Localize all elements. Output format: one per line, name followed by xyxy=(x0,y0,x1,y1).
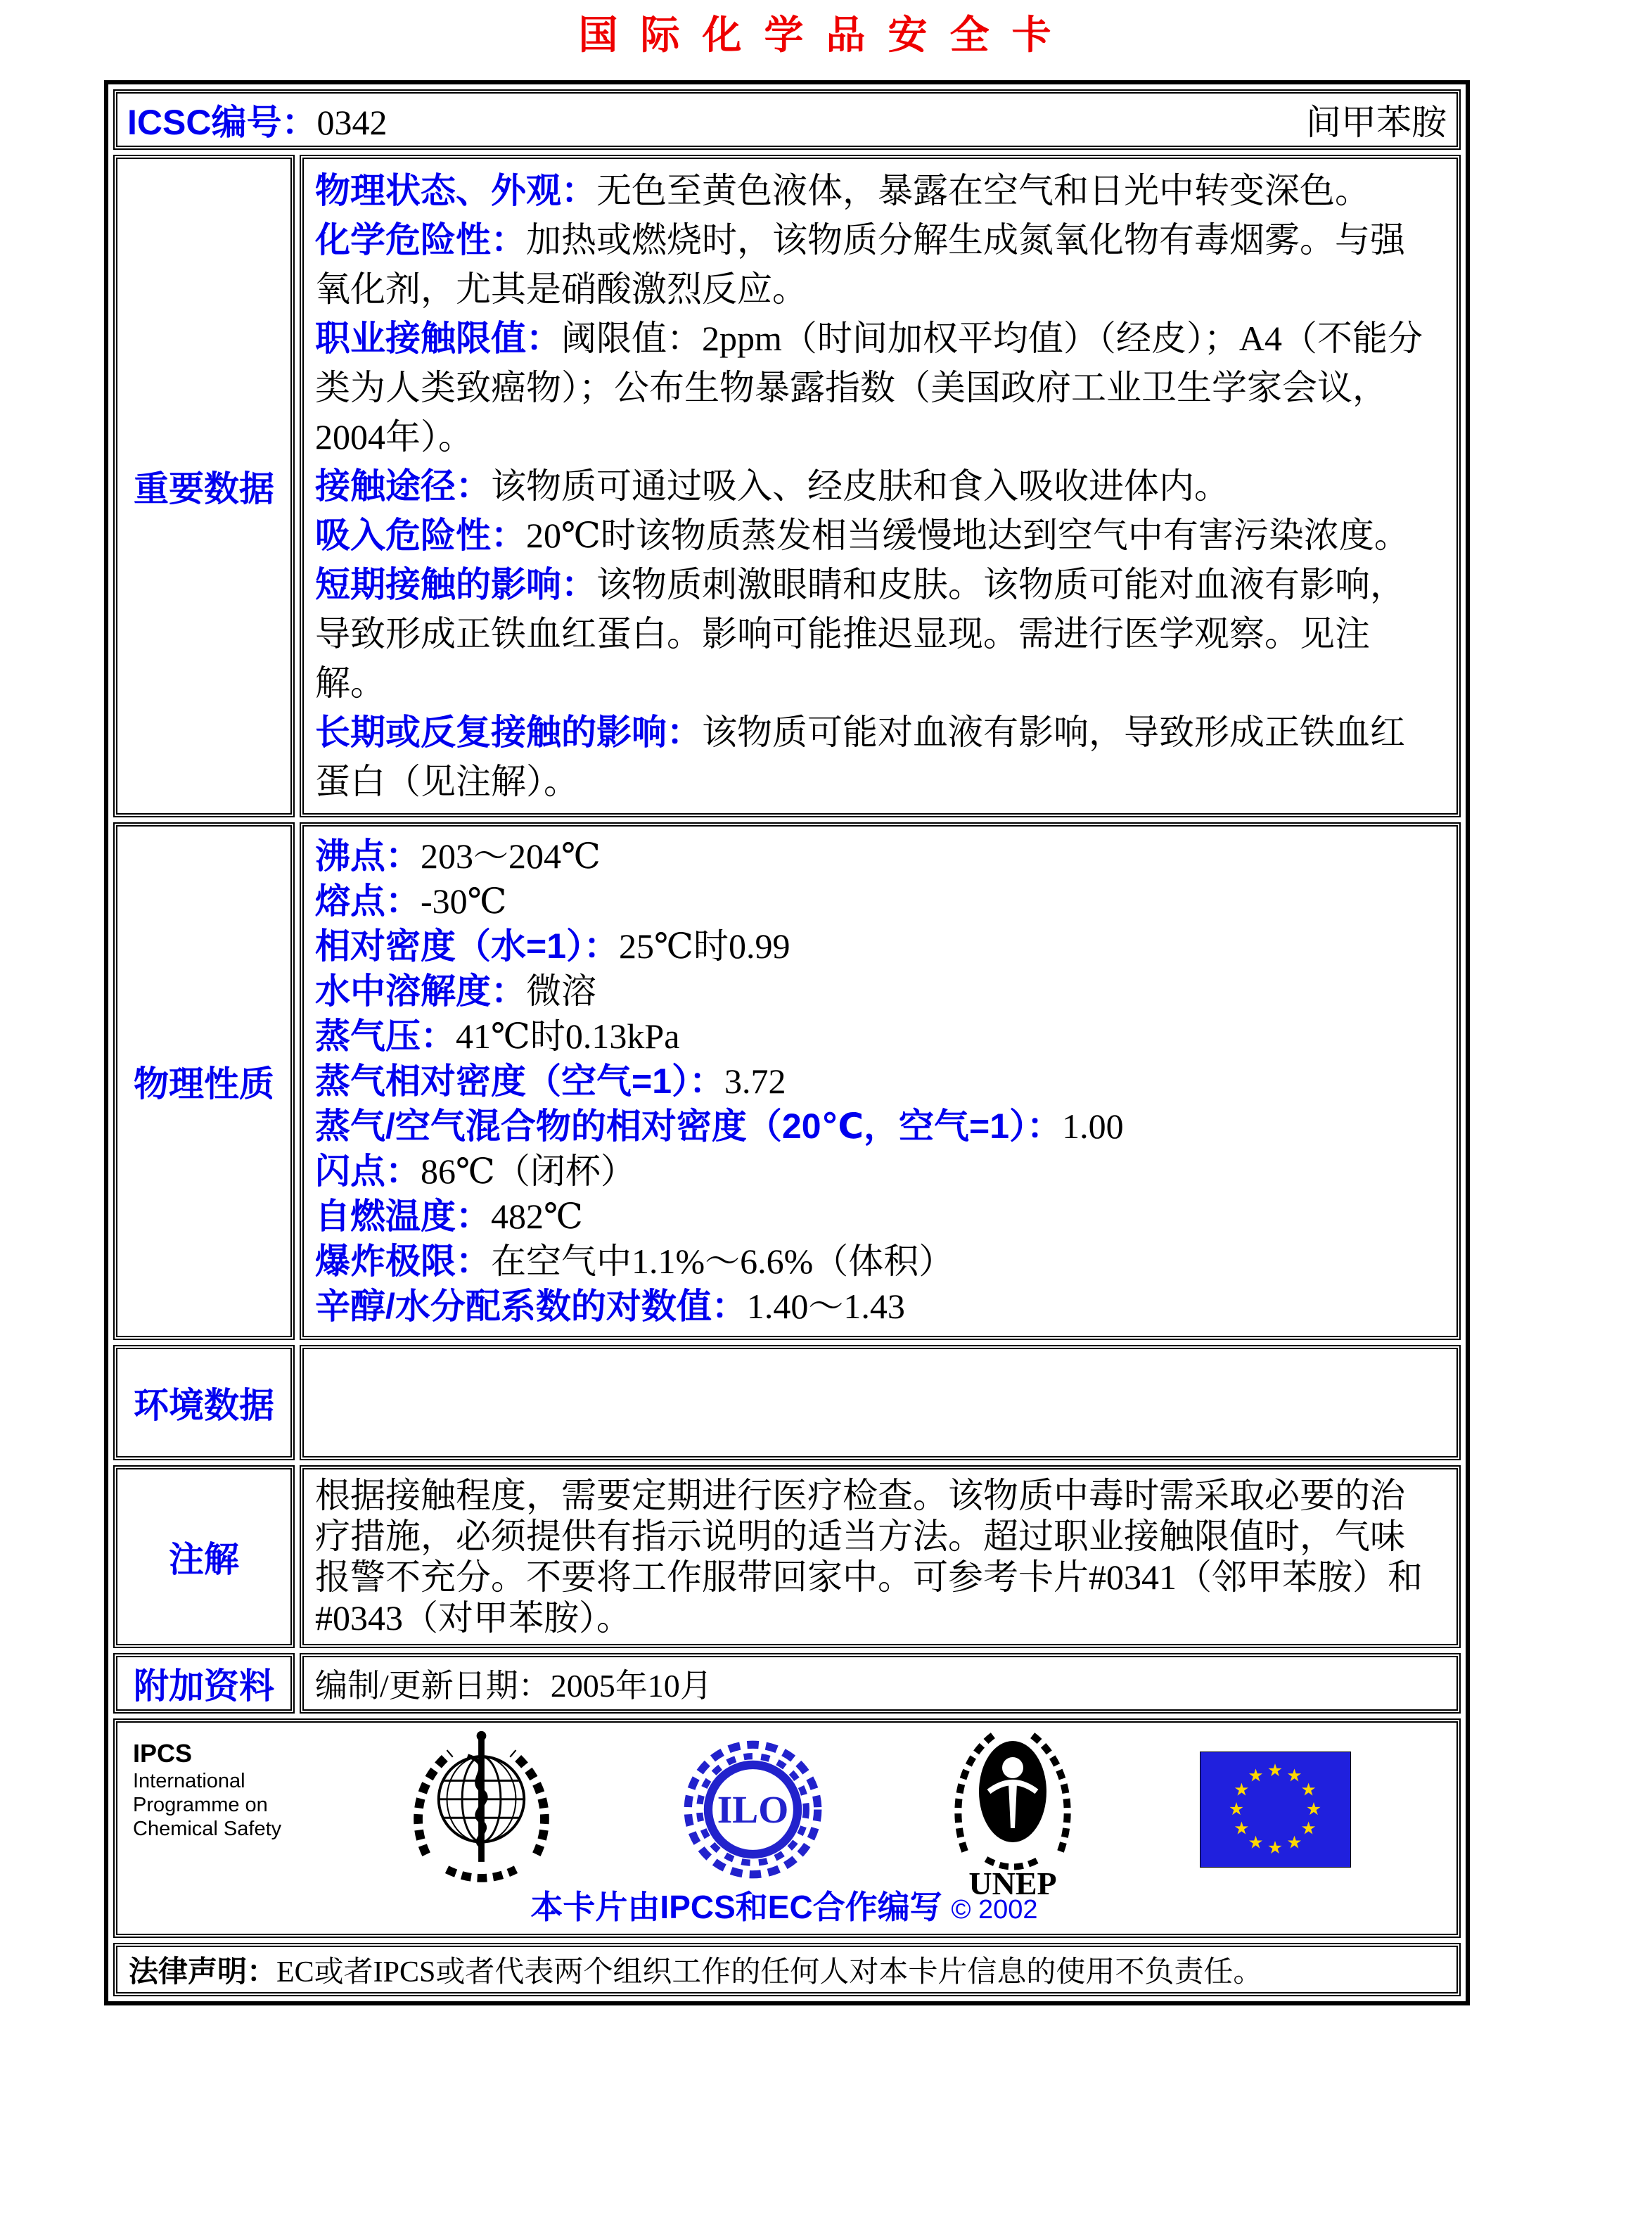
eu-flag-icon xyxy=(1200,1752,1351,1868)
additional-info-row xyxy=(113,1653,1461,1714)
data-item: 沸点：203～204℃ xyxy=(315,836,601,876)
header-row xyxy=(113,89,1461,150)
notes-row xyxy=(113,1465,1461,1648)
unep-logo xyxy=(942,1721,1083,1897)
logos-row xyxy=(113,1718,1461,1938)
ilo-logo-icon xyxy=(681,1737,825,1882)
data-item: 自燃温度：482℃ xyxy=(315,1197,583,1236)
section-content-additional-info xyxy=(300,1653,1461,1714)
chemical-name: 间甲苯胺 xyxy=(1306,103,1447,142)
data-item: 蒸气压：41℃时0.13kPa xyxy=(315,1016,680,1056)
section-content-notes: 根据接触程度，需要定期进行医疗检查。该物质中毒时需采取必要的治疗措施，必须提供有指示说明的适当方法。超过职业接触限值时，气味报警不充分。不要将工作服带回家中。可参考卡片#0341（邻甲苯胺）和#0343（对甲苯胺）。 xyxy=(300,1465,1461,1648)
data-item: 辛醇/水分配系数的对数值：1.40～1.43 xyxy=(315,1287,905,1326)
icsc-number xyxy=(127,94,387,145)
ipcs-acronym: IPCS xyxy=(133,1739,193,1768)
data-item: 闪点：86℃（闭杯） xyxy=(315,1152,636,1191)
section-label-environmental-data: 环境数据 xyxy=(113,1345,295,1460)
data-item: 熔点：-30℃ xyxy=(315,881,507,921)
data-item: 吸入危险性：20℃时该物质蒸发相当缓慢地达到空气中有害污染浓度。 xyxy=(315,516,1409,555)
section-label-additional-info: 附加资料 xyxy=(113,1653,295,1714)
card-header-cell xyxy=(113,89,1461,150)
data-item: 蒸气相对密度（空气=1）：3.72 xyxy=(315,1061,786,1101)
logos-cell xyxy=(113,1718,1461,1938)
update-date-value: 2005年10月 xyxy=(550,1668,712,1704)
data-item: 水中溶解度：微溶 xyxy=(315,971,596,1011)
legal-notice-label: 法律声明： xyxy=(129,1955,277,1988)
physical-properties-row xyxy=(113,822,1461,1340)
legal-notice-text: EC或者IPCS或者代表两个组织工作的任何人对本卡片信息的使用不负责任。 xyxy=(276,1956,1263,1989)
icsc-number-value: 0342 xyxy=(316,103,388,142)
section-content-physical-properties xyxy=(300,822,1461,1340)
update-date-label: 编制/更新日期： xyxy=(315,1668,551,1704)
data-item: 物理状态、外观：无色至黄色液体，暴露在空气和日光中转变深色。 xyxy=(315,171,1370,210)
data-item: 化学危险性：加热或燃烧时，该物质分解生成氮氧化物有毒烟雾。与强氧化剂，尤其是硝酸激烈反应。 xyxy=(315,220,1405,309)
section-content-environmental-data xyxy=(300,1345,1461,1460)
important-data-row xyxy=(113,155,1461,817)
data-item: 职业接触限值：阈限值：2ppm（时间加权平均值）（经皮）；A4（不能分类为人类致癌物）；公布生物暴露指数（美国政府工业卫生学家会议，2004年）。 xyxy=(315,319,1423,457)
data-item: 短期接触的影响：该物质刺激眼睛和皮肤。该物质可能对血液有影响，导致形成正铁血红蛋白。影响可能推迟显现。需进行医学观察。见注解。 xyxy=(315,565,1405,703)
data-item: 蒸气/空气混合物的相对密度（20℃，空气=1）：1.00 xyxy=(315,1106,1124,1146)
section-content-important-data xyxy=(300,155,1461,817)
unep-logo-icon xyxy=(942,1721,1083,1897)
section-label-notes: 注解 xyxy=(113,1465,295,1648)
data-item: 爆炸极限：在空气中1.1%～6.6%（体积） xyxy=(315,1242,954,1281)
copyright-notice: © 2002 xyxy=(951,1895,1038,1925)
icsc-card xyxy=(104,80,1470,2005)
page-title: 国际化学品安全卡 xyxy=(578,13,1074,57)
ilo-logo-text: ILO xyxy=(717,1787,789,1831)
icsc-number-label: ICSC编号： xyxy=(127,103,317,142)
data-item: 接触途径：该物质可通过吸入、经皮肤和食入吸收进体内。 xyxy=(315,466,1229,506)
section-label-important-data: 重要数据 xyxy=(113,155,295,817)
environmental-data-row xyxy=(113,1345,1461,1460)
section-label-physical-properties: 物理性质 xyxy=(113,822,295,1340)
ipcs-wordmark: IPCS International Programme on Chemical Safety xyxy=(133,1739,282,1840)
data-item: 相对密度（水=1）：25℃时0.99 xyxy=(315,926,790,966)
legal-row xyxy=(113,1943,1461,1996)
legal-notice-cell xyxy=(113,1943,1461,1996)
unep-logo-text: UNEP xyxy=(968,1865,1057,1897)
cooperation-caption: 本卡片由IPCS和EC合作编写 © 2002 xyxy=(530,1889,1038,1925)
data-item: 长期或反复接触的影响：该物质可能对血液有影响，导致形成正铁血红蛋白（见注解）。 xyxy=(315,713,1405,801)
who-logo-icon xyxy=(399,1727,564,1892)
